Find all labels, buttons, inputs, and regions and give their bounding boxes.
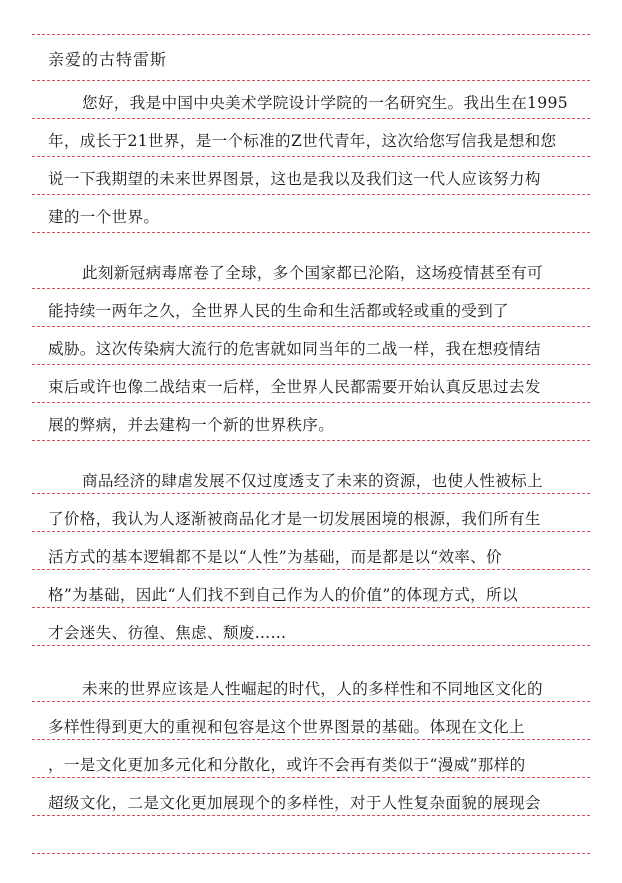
- letter-line: 此刻新冠病毒席卷了全球，多个国家都已沦陷，这场疫情甚至有可: [82, 264, 543, 282]
- letter-line: 商品经济的肆虐发展不仅过度透支了未来的资源，也使人性被标上: [82, 472, 543, 490]
- letter-line: 能持续一两年之久，全世界人民的生命和生活都或轻或重的受到了: [48, 302, 509, 320]
- letter-line: 威胁。这次传染病大流行的危害就如同当年的二战一样，我在想疫情结: [48, 340, 541, 358]
- letter-line: 束后或许也像二战结束一后样，全世界人民都需要开始认真反思过去发: [48, 378, 541, 396]
- paper-rule: [32, 364, 590, 365]
- letter-line: ，一是文化更加多元化和分散化，或许不会再有类似于“漫威”那样的: [48, 756, 526, 774]
- letter-line: 您好，我是中国中央美术学院设计学院的一名研究生。我出生在1995: [82, 94, 568, 112]
- letter-line: 才会迷失、彷徨、焦虑、颓废……: [48, 624, 287, 642]
- letter-line: 年，成长于21世界，是一个标准的Z世代青年，这次给您写信我是想和您: [48, 132, 557, 150]
- paper-rule: [32, 607, 590, 608]
- letter-line: 多样性得到更大的重视和包容是这个世界图景的基础。体现在文化上: [48, 718, 525, 736]
- letter-line: 展的弊病，并去建构一个新的世界秩序。: [48, 416, 335, 434]
- paper-rule: [32, 531, 590, 532]
- paper-rule: [32, 777, 590, 778]
- paper-rule: [32, 493, 590, 494]
- letter-salutation: 亲爱的古特雷斯: [48, 50, 168, 69]
- paper-rule: [32, 232, 590, 233]
- paper-rule: [32, 326, 590, 327]
- paper-rule: [32, 853, 590, 854]
- letter-line: 活方式的基本逻辑都不是以“人性”为基础，而是都是以“效率、价: [48, 548, 502, 566]
- paper-rule: [32, 34, 590, 35]
- paper-rule: [32, 288, 590, 289]
- paper-rule: [32, 194, 590, 195]
- paper-rule: [32, 118, 590, 119]
- paper-rule: [32, 701, 590, 702]
- paper-rule: [32, 156, 590, 157]
- letter-line: 了价格，我认为人逐渐被商品化才是一切发展困境的根源，我们所有生: [48, 510, 541, 528]
- paper-rule: [32, 80, 590, 81]
- paper-rule: [32, 440, 590, 441]
- paper-rule: [32, 815, 590, 816]
- letter-line: 超级文化，二是文化更加展现个的多样性，对于人性复杂面貌的展现会: [48, 794, 541, 812]
- paper-rule: [32, 739, 590, 740]
- paper-rule: [32, 645, 590, 646]
- letter-line: 说一下我期望的未来世界图景，这也是我以及我们这一代人应该努力构: [48, 170, 541, 188]
- letter-line: 未来的世界应该是人性崛起的时代，人的多样性和不同地区文化的: [82, 680, 543, 698]
- letter-line: 格”为基础，因此“人们找不到自己作为人的价值”的体现方式，所以: [48, 586, 518, 604]
- letter-line: 建的一个世界。: [48, 208, 160, 226]
- paper-rule: [32, 402, 590, 403]
- paper-rule: [32, 569, 590, 570]
